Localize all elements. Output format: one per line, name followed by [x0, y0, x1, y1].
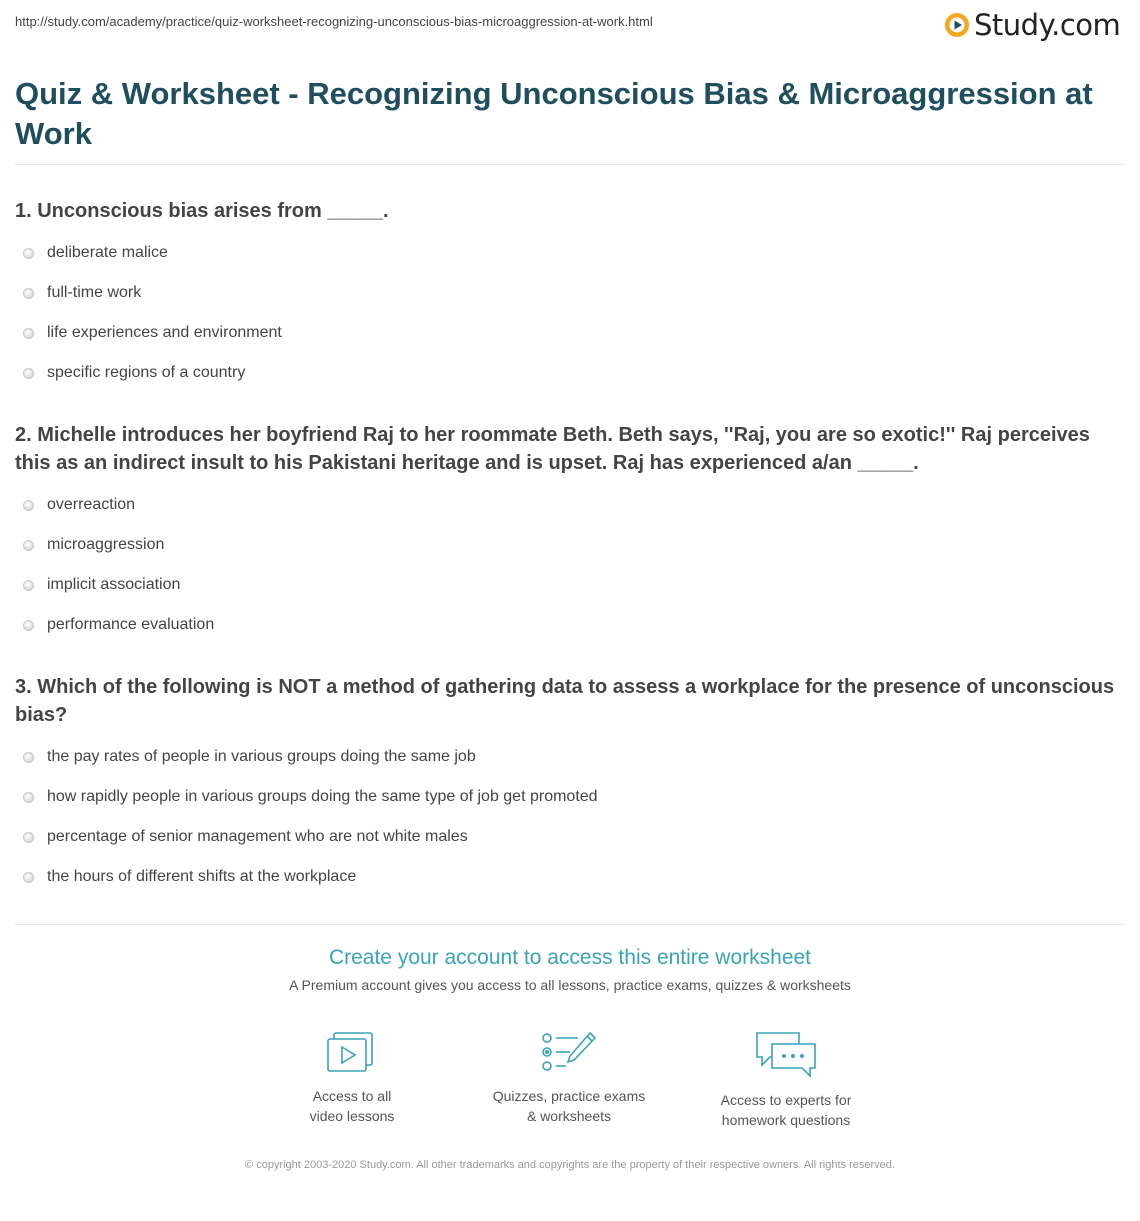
radio-button[interactable]	[23, 832, 34, 843]
answer-option[interactable]	[15, 313, 1125, 353]
radio-button[interactable]	[23, 620, 34, 631]
option-label: how rapidly people in various groups doing the same type of job get promoted	[47, 788, 598, 805]
answer-option[interactable]	[15, 525, 1125, 565]
feature-label-line2: homework questions	[721, 1112, 851, 1128]
option-label: implicit association	[47, 576, 181, 593]
option-label: specific regions of a country	[47, 364, 246, 381]
quiz-checklist-icon	[540, 1030, 598, 1076]
create-account-link[interactable]: Create your account to access this entire worksheet	[328, 946, 812, 969]
cta-divider	[15, 924, 1125, 925]
option-label: deliberate malice	[47, 244, 168, 261]
option-label: the pay rates of people in various groups doing the same job	[47, 748, 476, 765]
radio-button[interactable]	[23, 288, 34, 299]
radio-button[interactable]	[23, 580, 34, 591]
option-label: microaggression	[47, 536, 165, 553]
option-label: performance evaluation	[47, 616, 215, 633]
radio-button[interactable]	[23, 368, 34, 379]
answer-option[interactable]	[15, 605, 1125, 645]
page-url: http://study.com/academy/practice/quiz-worksheet-recognizing-unconscious-bias-microaggression-at-work.html	[15, 14, 653, 29]
feature-label-line2: & worksheets	[526, 1108, 612, 1124]
option-label: percentage of senior management who are not white males	[47, 828, 468, 845]
answer-option[interactable]	[15, 485, 1125, 525]
question-1	[15, 197, 1125, 393]
option-label: life experiences and environment	[47, 324, 282, 341]
answer-option[interactable]	[15, 817, 1125, 857]
feature-label-line1: Access to all	[312, 1088, 392, 1104]
title-divider	[15, 164, 1125, 165]
question-text: 2. Michelle introduces her boyfriend Raj to her roommate Beth. Beth says, ''Raj, you are so exotic!'' Raj perceives this as an indirect insult to his Pakistani heritage and is upset. Raj has experienced a/an _____.	[15, 424, 1090, 474]
radio-button[interactable]	[23, 328, 34, 339]
question-3	[15, 673, 1125, 897]
chat-bubbles-icon	[754, 1030, 818, 1080]
feature-video-lessons	[252, 1030, 452, 1126]
logo-text: Study.com	[974, 8, 1121, 42]
radio-button[interactable]	[23, 792, 34, 803]
study-logo[interactable]	[944, 8, 1120, 42]
answer-option[interactable]	[15, 737, 1125, 777]
option-label: the hours of different shifts at the workplace	[47, 868, 357, 885]
video-lessons-icon	[324, 1030, 380, 1076]
answer-option[interactable]	[15, 565, 1125, 605]
page-title: Quiz & Worksheet - Recognizing Unconscious Bias & Microaggression at Work	[15, 76, 1093, 151]
radio-button[interactable]	[23, 540, 34, 551]
question-text: 1. Unconscious bias arises from _____.	[15, 200, 389, 222]
answer-option[interactable]	[15, 857, 1125, 897]
radio-button[interactable]	[23, 500, 34, 511]
cta-subtitle: A Premium account gives you access to all lessons, practice exams, quizzes & worksheets	[289, 977, 851, 993]
feature-label-line1: Quizzes, practice exams	[492, 1088, 646, 1104]
option-label: full-time work	[47, 284, 142, 301]
option-label: overreaction	[47, 496, 136, 513]
answer-option[interactable]	[15, 353, 1125, 393]
feature-label-line2: video lessons	[309, 1108, 395, 1124]
feature-quizzes	[469, 1030, 669, 1126]
answer-option[interactable]	[15, 777, 1125, 817]
radio-button[interactable]	[23, 752, 34, 763]
play-circle-icon	[944, 12, 970, 38]
answer-option[interactable]	[15, 233, 1125, 273]
radio-button[interactable]	[23, 248, 34, 259]
radio-button[interactable]	[23, 872, 34, 883]
feature-label-line1: Access to experts for	[720, 1092, 852, 1108]
feature-experts	[686, 1030, 886, 1130]
question-2	[15, 421, 1125, 645]
answer-option[interactable]	[15, 273, 1125, 313]
question-text: 3. Which of the following is NOT a method of gathering data to assess a workplace for the presence of unconscious bias?	[15, 676, 1115, 726]
copyright-notice: © copyright 2003-2020 Study.com. All other trademarks and copyrights are the property of their respective owners. All rights reserved.	[245, 1159, 895, 1171]
